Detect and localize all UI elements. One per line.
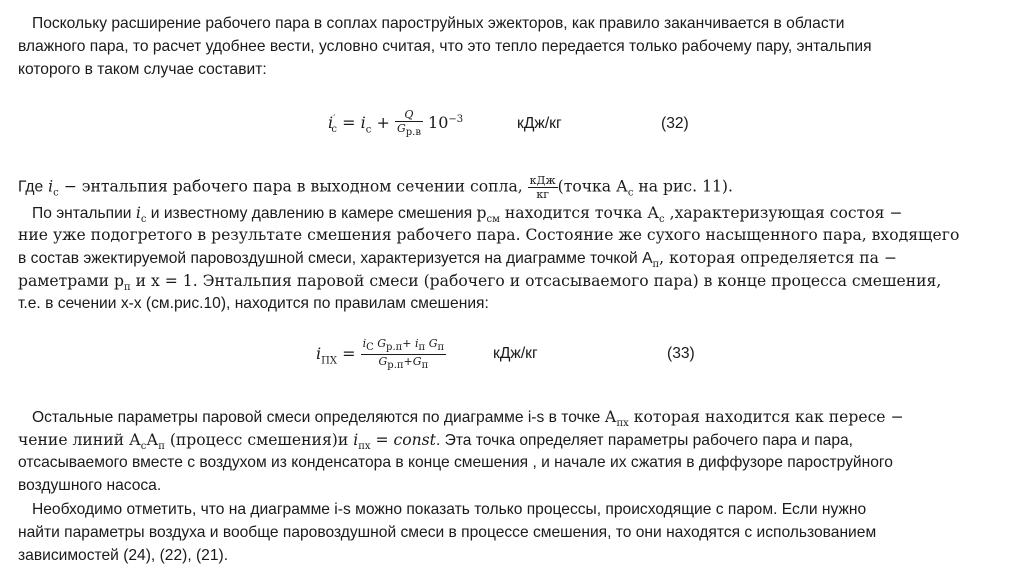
paragraph-3-line-2: ние уже подогретого в результате смешения рабочего пара. Состояние же сухого насыщенного пара, входящего	[18, 226, 960, 244]
eq32-power-base: 10	[428, 113, 449, 133]
eq32-plus: +	[376, 113, 390, 133]
paragraph-2	[18, 174, 733, 204]
p4-l2-b: А	[146, 431, 159, 449]
p3-l3-a: в состав эжектируемой паровоздушной смеси, характеризуется на диаграмме точкой А	[18, 250, 653, 267]
eq33-den-g2-sub: п	[421, 360, 429, 372]
equation-33	[316, 337, 446, 372]
paragraph-1-line-3: которого в таком случае составит:	[18, 61, 267, 78]
eq33-den-g2: G	[412, 355, 422, 369]
p2-unit-fraction	[528, 174, 558, 201]
p2-point: (точка А	[557, 177, 628, 196]
p3-l4-sub: п	[124, 282, 131, 294]
p3-l3-sub: п	[652, 259, 660, 271]
p2-i-sub: с	[53, 187, 59, 199]
p4-l1-A: А	[604, 408, 617, 426]
eq32-unit: кДж/кг	[517, 115, 562, 132]
eq33-num-g2: G	[425, 337, 438, 350]
eq33-lhs-sub: ПХ	[321, 355, 337, 367]
eq32-number: (32)	[661, 115, 689, 132]
eq33-num-a: i	[362, 337, 367, 350]
eq32-frac-num: Q	[404, 108, 414, 121]
p3-l1-i: i	[135, 204, 141, 222]
p2-unit-den: кг	[536, 188, 549, 201]
eq33-num-a-sub: С	[366, 342, 374, 354]
eq33-unit: кДж/кг	[493, 345, 538, 362]
p4-l2-a-sub: с	[140, 441, 147, 453]
eq33-fraction	[361, 337, 447, 372]
p2-point-sub: с	[627, 187, 634, 199]
p4-l2-e: . Эта точка определяет параметры рабочего пара и пара,	[435, 432, 854, 449]
eq33-num-g1: G	[373, 337, 387, 350]
p3-l1-b: и известному давлению в камере смешения	[146, 205, 477, 222]
eq32-frac-den: G	[396, 122, 406, 135]
eq32-frac-den-sub: р.в	[405, 127, 421, 139]
eq33-den-g1-sub: р.п	[387, 360, 404, 372]
eq33-equals: =	[342, 344, 356, 364]
eq33-number: (33)	[667, 345, 695, 362]
paragraph-1-line-1: Поскольку расширение рабочего пара в соплах пароструйных эжекторов, как правило заканчивается в области	[32, 15, 845, 32]
equation-32	[328, 108, 463, 139]
paragraph-4-line-3: отсасываемого вместе с воздухом из конденсатора в конце смешения , и начале их сжатия в диффузоре пароструйного	[18, 454, 893, 471]
p3-l1-p: р	[476, 204, 487, 222]
p2-point-tail: на рис. 11).	[633, 177, 733, 196]
eq33-num-plus: +	[402, 337, 416, 350]
p4-l2-c: (процесс смешения)и	[164, 431, 354, 449]
p3-l1-c-sub: с	[659, 214, 665, 226]
p3-l1-c: находится точка А	[499, 204, 660, 222]
eq32-fraction	[395, 108, 423, 139]
p3-l4-a-text: раметрами р	[18, 272, 125, 290]
p4-l2-a: чение линий А	[18, 431, 141, 449]
p2-text: − энтальпия рабочего пара в выходном сечении сопла,	[58, 177, 523, 196]
p4-l2-d: =	[370, 431, 394, 449]
p4-l1-b: которая находится как пересе −	[628, 408, 904, 426]
eq32-lhs-sub: с	[331, 124, 338, 136]
p4-l1-A-sub: пх	[616, 418, 629, 430]
p3-l1-d: ,характеризующая состоя −	[664, 204, 903, 222]
eq33-num-g1-sub: р.п	[386, 342, 403, 354]
p4-l2-b-sub: п	[158, 441, 165, 453]
paragraph-5-line-3: зависимостей (24), (22), (21).	[18, 547, 229, 564]
p2-unit-num: кДж	[529, 174, 556, 187]
p4-l2-i: i	[353, 431, 359, 449]
p2-where: Где	[18, 178, 44, 196]
eq33-num-b-sub: п	[418, 342, 426, 354]
paragraph-4-line-4: воздушного насоса.	[18, 477, 162, 494]
eq33-num-b: i	[415, 337, 419, 350]
eq33-lhs: i	[316, 344, 322, 364]
paragraph-5-line-2: найти параметры воздуха и вообще паровоздушной смеси в процессе смешения, то они находятся с использованием	[18, 524, 877, 541]
eq32-rhs-sub: с	[365, 124, 372, 136]
paragraph-5-line-1: Необходимо отметить, что на диаграмме i-s можно показать только процессы, происходящие с паром. Если нужно	[32, 501, 867, 518]
paragraph-1-line-2: влажного пара, то расчет удобнее вести, условно считая, что это тепло передается только рабочему пару, энтальпия	[18, 38, 872, 55]
paragraph-3-line-5: т.е. в сечении x-x (см.рис.10), находится по правилам смешения:	[18, 295, 489, 312]
p2-i: i	[48, 177, 54, 196]
p3-l1-a: По энтальпии	[32, 205, 136, 222]
eq33-den-plus: +	[403, 355, 413, 369]
p3-l1-p-sub: см	[486, 214, 500, 226]
p4-l2-i-sub: пх	[358, 441, 371, 453]
eq33-den-g1: G	[378, 355, 388, 369]
p3-l1-i-sub: с	[140, 214, 147, 226]
p4-l1-a: Остальные параметры паровой смеси определяются по диаграмме i-s в точке	[32, 409, 605, 426]
p3-l3-b: , которая определяется па −	[659, 249, 897, 267]
eq33-num-g2-sub: п	[437, 342, 445, 354]
eq32-power-exp: −3	[448, 113, 464, 125]
eq32-rhs-i: i	[360, 113, 366, 133]
eq32-lhs: i	[328, 113, 334, 133]
eq32-equals: =	[342, 113, 356, 133]
p4-l2-const: const	[393, 431, 436, 449]
eq32-prime: ′	[333, 113, 336, 125]
p3-l4-b: и x = 1. Энтальпия паровой смеси (рабочего и отсасываемого пара) в конце процесса смешения,	[130, 272, 942, 290]
